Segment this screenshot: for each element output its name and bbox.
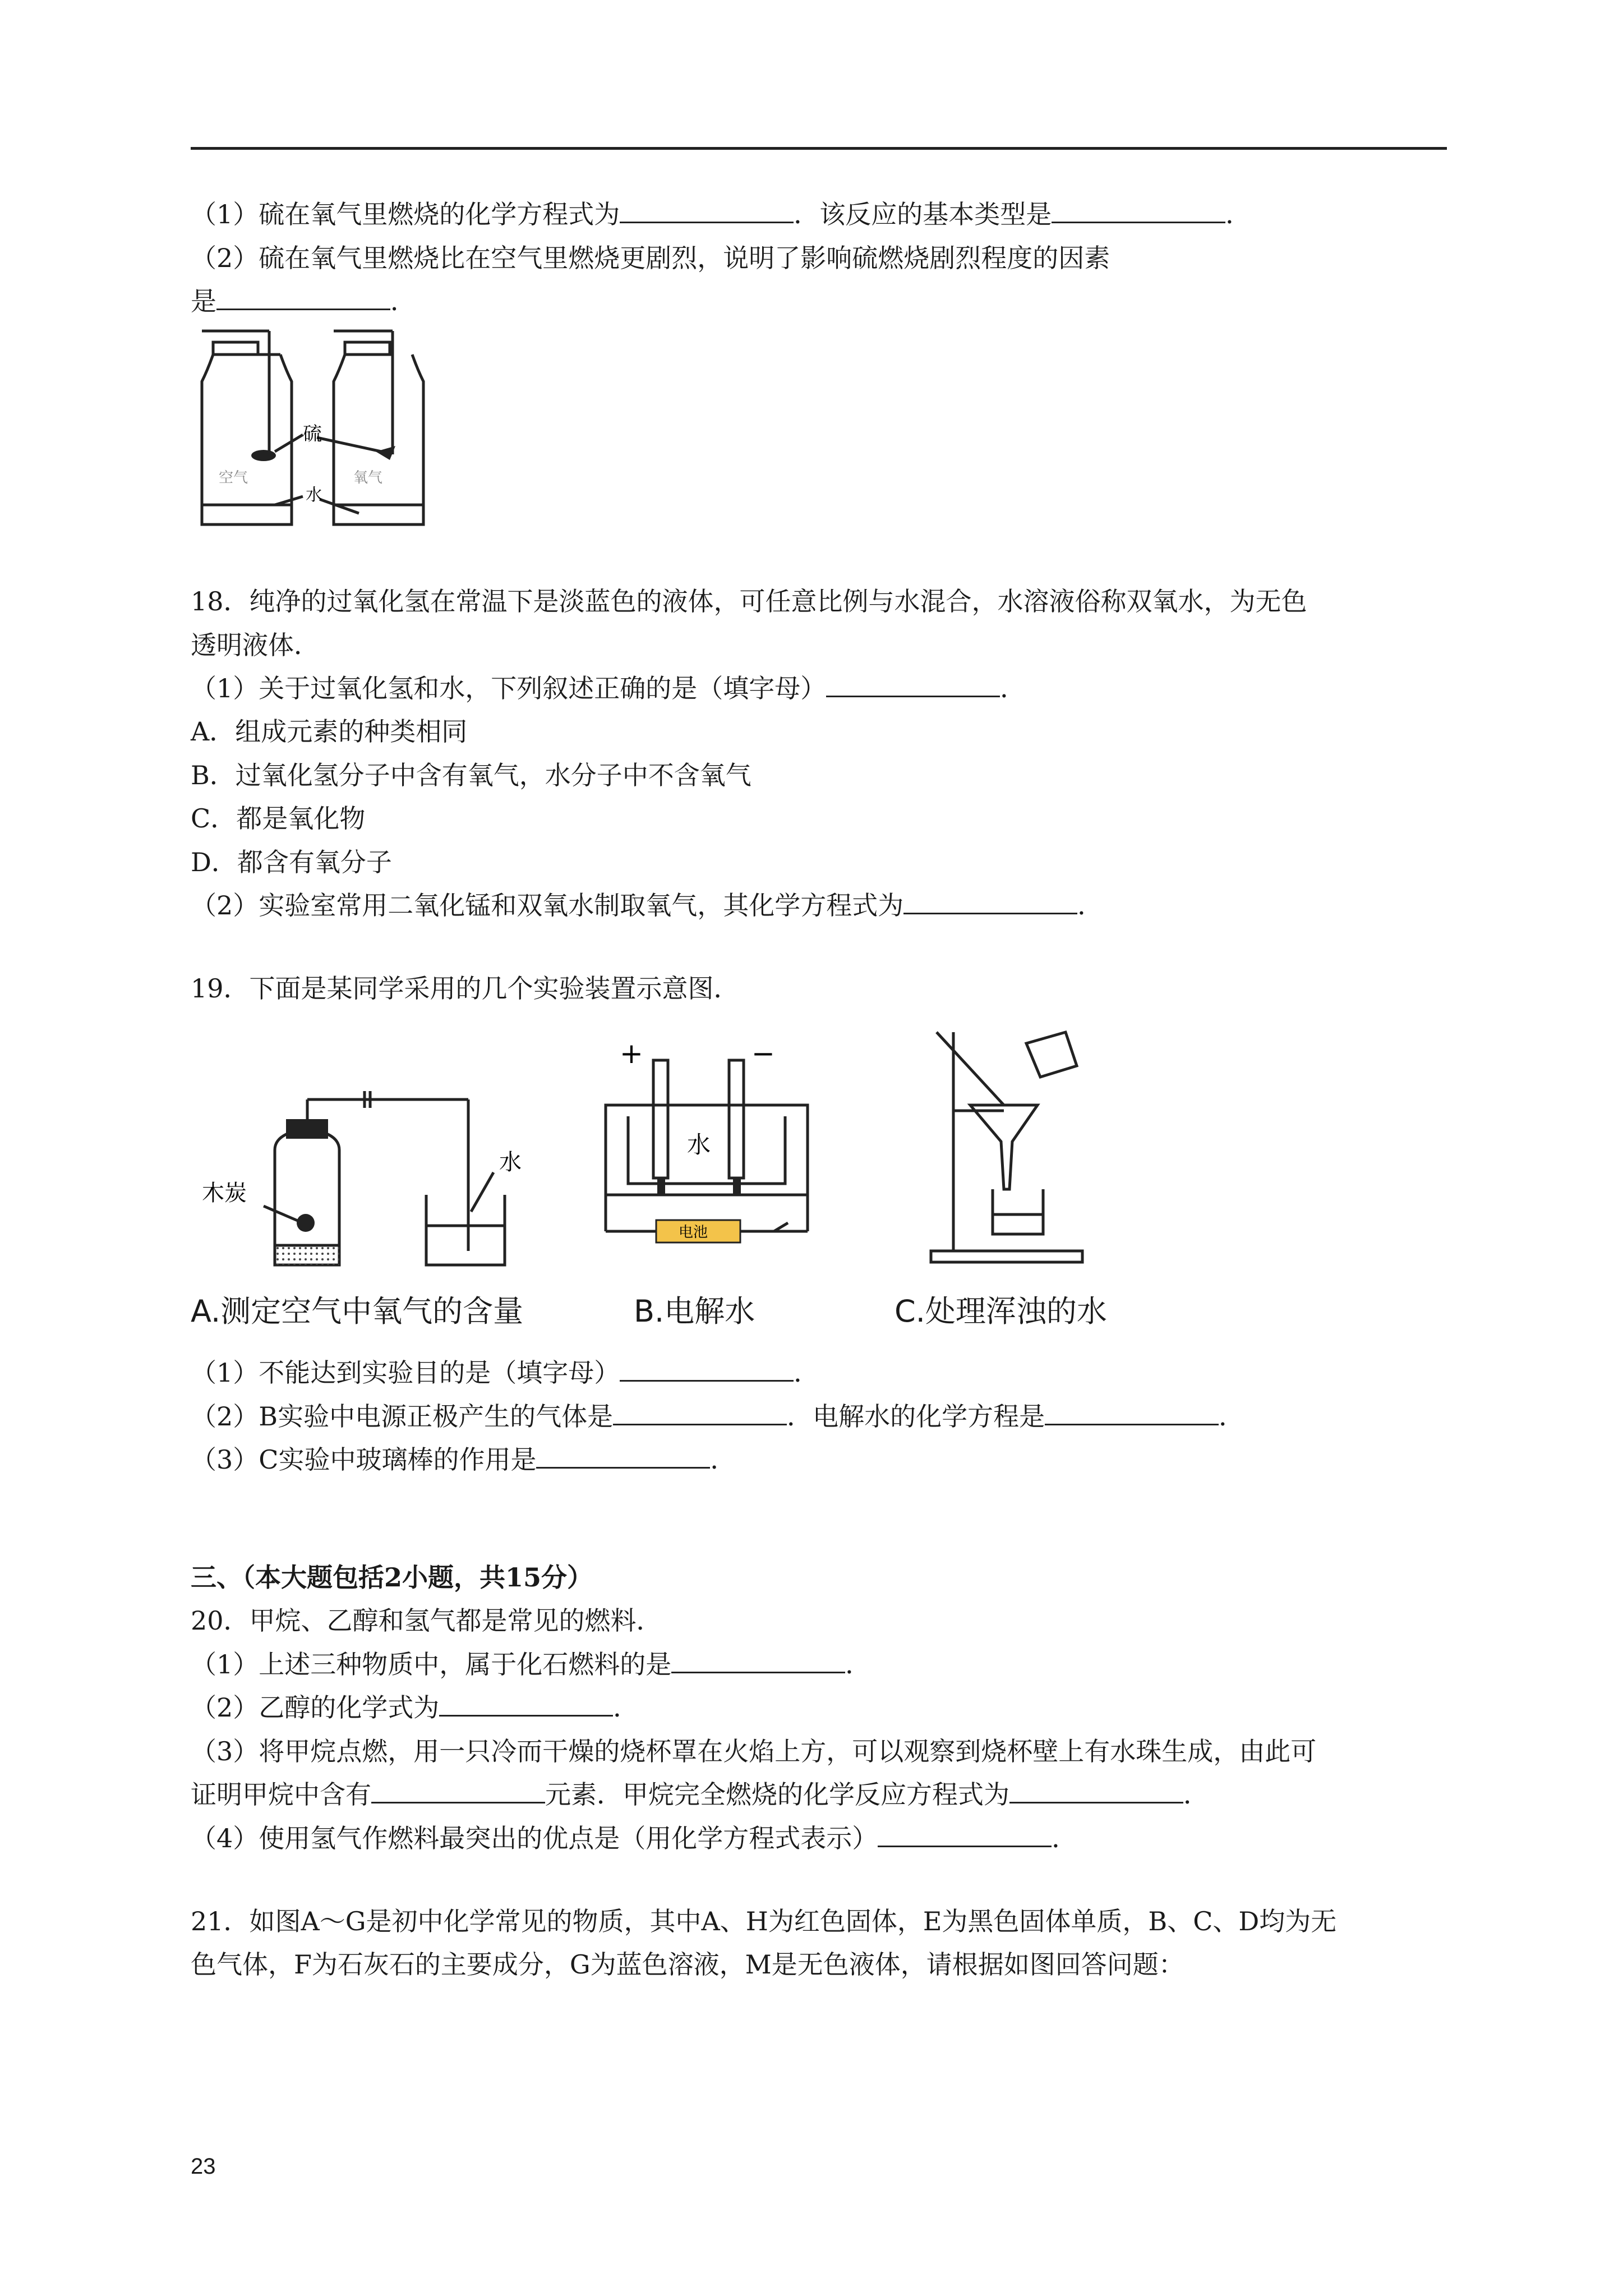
punct: ． (1077, 890, 1104, 921)
q19-blank-1[interactable] (620, 1358, 794, 1382)
q20-blank-4[interactable] (1009, 1779, 1183, 1803)
punct: ． (845, 1649, 872, 1680)
water-label-b: 水 (687, 1131, 711, 1158)
q19-blank-4[interactable] (536, 1444, 710, 1469)
q20-part2-text: （2）乙醇的化学式为 (191, 1692, 440, 1723)
q19-part2-text-b: ．电解水的化学方程是 (787, 1401, 1045, 1432)
q20-blank-3[interactable] (371, 1779, 545, 1803)
q18-blank-2[interactable] (903, 890, 1077, 914)
q20-blank-5[interactable] (878, 1823, 1052, 1847)
q20-blank-2[interactable] (439, 1692, 613, 1717)
water-label-a: 水 (499, 1149, 522, 1175)
punct: ． (1219, 1401, 1245, 1432)
q19-part1 (191, 1355, 819, 1391)
punct: ． (710, 1444, 736, 1475)
q18-option-a: A．组成元素的种类相同 (191, 716, 468, 747)
q18-blank-1[interactable] (826, 673, 1000, 697)
q19-part3-text: （3）C实验中玻璃棒的作用是 (191, 1444, 537, 1475)
caption-a: A.测定空气中氧气的含量 (191, 1294, 524, 1329)
apparatus-b-electrolysis-figure (594, 1043, 897, 1268)
q20-part3-line1: （3）将甲烷点燃，用一只冷而干燥的烧杯罩在火焰上方，可以观察到烧杯壁上有水珠生成，由此可 (191, 1736, 1317, 1766)
caption-b: B.电解水 (634, 1294, 755, 1329)
q17-blank-2[interactable] (1052, 199, 1225, 223)
q18-part2 (191, 887, 1103, 923)
q17-blank-3[interactable] (216, 286, 390, 310)
q17-part1-text-b: ．该反应的基本类型是 (794, 199, 1052, 229)
q20-part4-text: （4）使用氢气作燃料最突出的优点是（用化学方程式表示） (191, 1823, 878, 1853)
q20-part1 (191, 1646, 871, 1682)
q18-part2-text: （2）实验室常用二氧化锰和双氧水制取氧气，其化学方程式为 (191, 890, 904, 921)
punct: ． (1052, 1823, 1078, 1853)
q21-line-2: 色气体，F为石灰石的主要成分，G为蓝色溶液，M是无色液体，请根据如图回答问题： (191, 1949, 1184, 1980)
punct: ． (1183, 1779, 1209, 1810)
q19-stem: 19．下面是某同学采用的几个实验装置示意图． (191, 973, 740, 1004)
q17-line-2: （2）硫在氧气里燃烧比在空气里燃烧更剧烈，说明了影响硫燃烧剧烈程度的因素 (191, 243, 1110, 273)
air-label: 空气 (219, 470, 248, 486)
punct: ． (1000, 673, 1026, 703)
apparatus-c-filtration-figure (920, 1021, 1110, 1268)
q17-part1-text: （1）硫在氧气里燃烧的化学方程式为 (191, 199, 620, 229)
section-3-title: 三、（本大题包括2小题，共15分） (191, 1562, 593, 1593)
q17-line-1 (191, 196, 1251, 232)
punct: ． (613, 1692, 639, 1723)
minus-sign: − (751, 1043, 775, 1070)
apparatus-a-figure (191, 1066, 550, 1273)
q18-option-c: C．都是氧化物 (191, 803, 366, 834)
q18-option-b: B．过氧化氢分子中含有氧气，水分子中不含氧气 (191, 760, 751, 790)
q19-blank-3[interactable] (1045, 1401, 1219, 1425)
q19-blank-2[interactable] (613, 1401, 787, 1425)
q19-part2-text: （2）B实验中电源正极产生的气体是 (191, 1401, 614, 1432)
q17-sulfur-burning-figure (191, 325, 454, 533)
charcoal-label: 木炭 (202, 1180, 247, 1206)
q18-stem-1: 18．纯净的过氧化氢在常温下是淡蓝色的液体，可任意比例与水混合，水溶液俗称双氧水，为无色 (191, 586, 1307, 616)
q20-part1-text: （1）上述三种物质中，属于化石燃料的是 (191, 1649, 672, 1680)
q18-option-d: D．都含有氧分子 (191, 847, 392, 877)
page-number: 23 (191, 2154, 216, 2179)
q19-part3 (191, 1442, 736, 1478)
punct: ． (794, 1358, 820, 1388)
q20-part2 (191, 1690, 639, 1726)
q17-line-3 (191, 283, 416, 319)
sulfur-label: 硫 (303, 423, 322, 445)
q17-part2-lead: 是 (191, 286, 216, 316)
q20-part3-text: 证明甲烷中含有 (191, 1779, 371, 1810)
q18-part1 (191, 670, 1026, 706)
battery-label: 电池 (679, 1224, 708, 1241)
q20-part3-line2 (191, 1777, 1209, 1812)
q20-blank-1[interactable] (671, 1649, 845, 1673)
q20-part4 (191, 1820, 1077, 1856)
plus-sign: + (620, 1043, 643, 1070)
q18-stem-2: 透明液体． (191, 630, 320, 660)
oxygen-label: 氧气 (353, 470, 383, 486)
q19-part2 (191, 1398, 1244, 1434)
q18-part1-text: （1）关于过氧化氢和水，下列叙述正确的是（填字母） (191, 673, 827, 703)
caption-c: C.处理浑浊的水 (895, 1294, 1107, 1329)
q20-stem: 20．甲烷、乙醇和氢气都是常见的燃料． (191, 1605, 662, 1636)
water-label: 水 (306, 485, 322, 505)
punct: ． (1225, 199, 1252, 229)
q17-blank-1[interactable] (620, 199, 794, 223)
q19-part1-text: （1）不能达到实验目的是（填字母） (191, 1358, 620, 1388)
punct: ． (390, 286, 416, 316)
q21-line-1: 21．如图A～G是初中化学常见的物质，其中A、H为红色固体，E为黑色固体单质，B、C、D均为无 (191, 1906, 1337, 1936)
header-rule (191, 147, 1447, 150)
q20-part3-text-b: 元素．甲烷完全燃烧的化学反应方程式为 (545, 1779, 1009, 1810)
